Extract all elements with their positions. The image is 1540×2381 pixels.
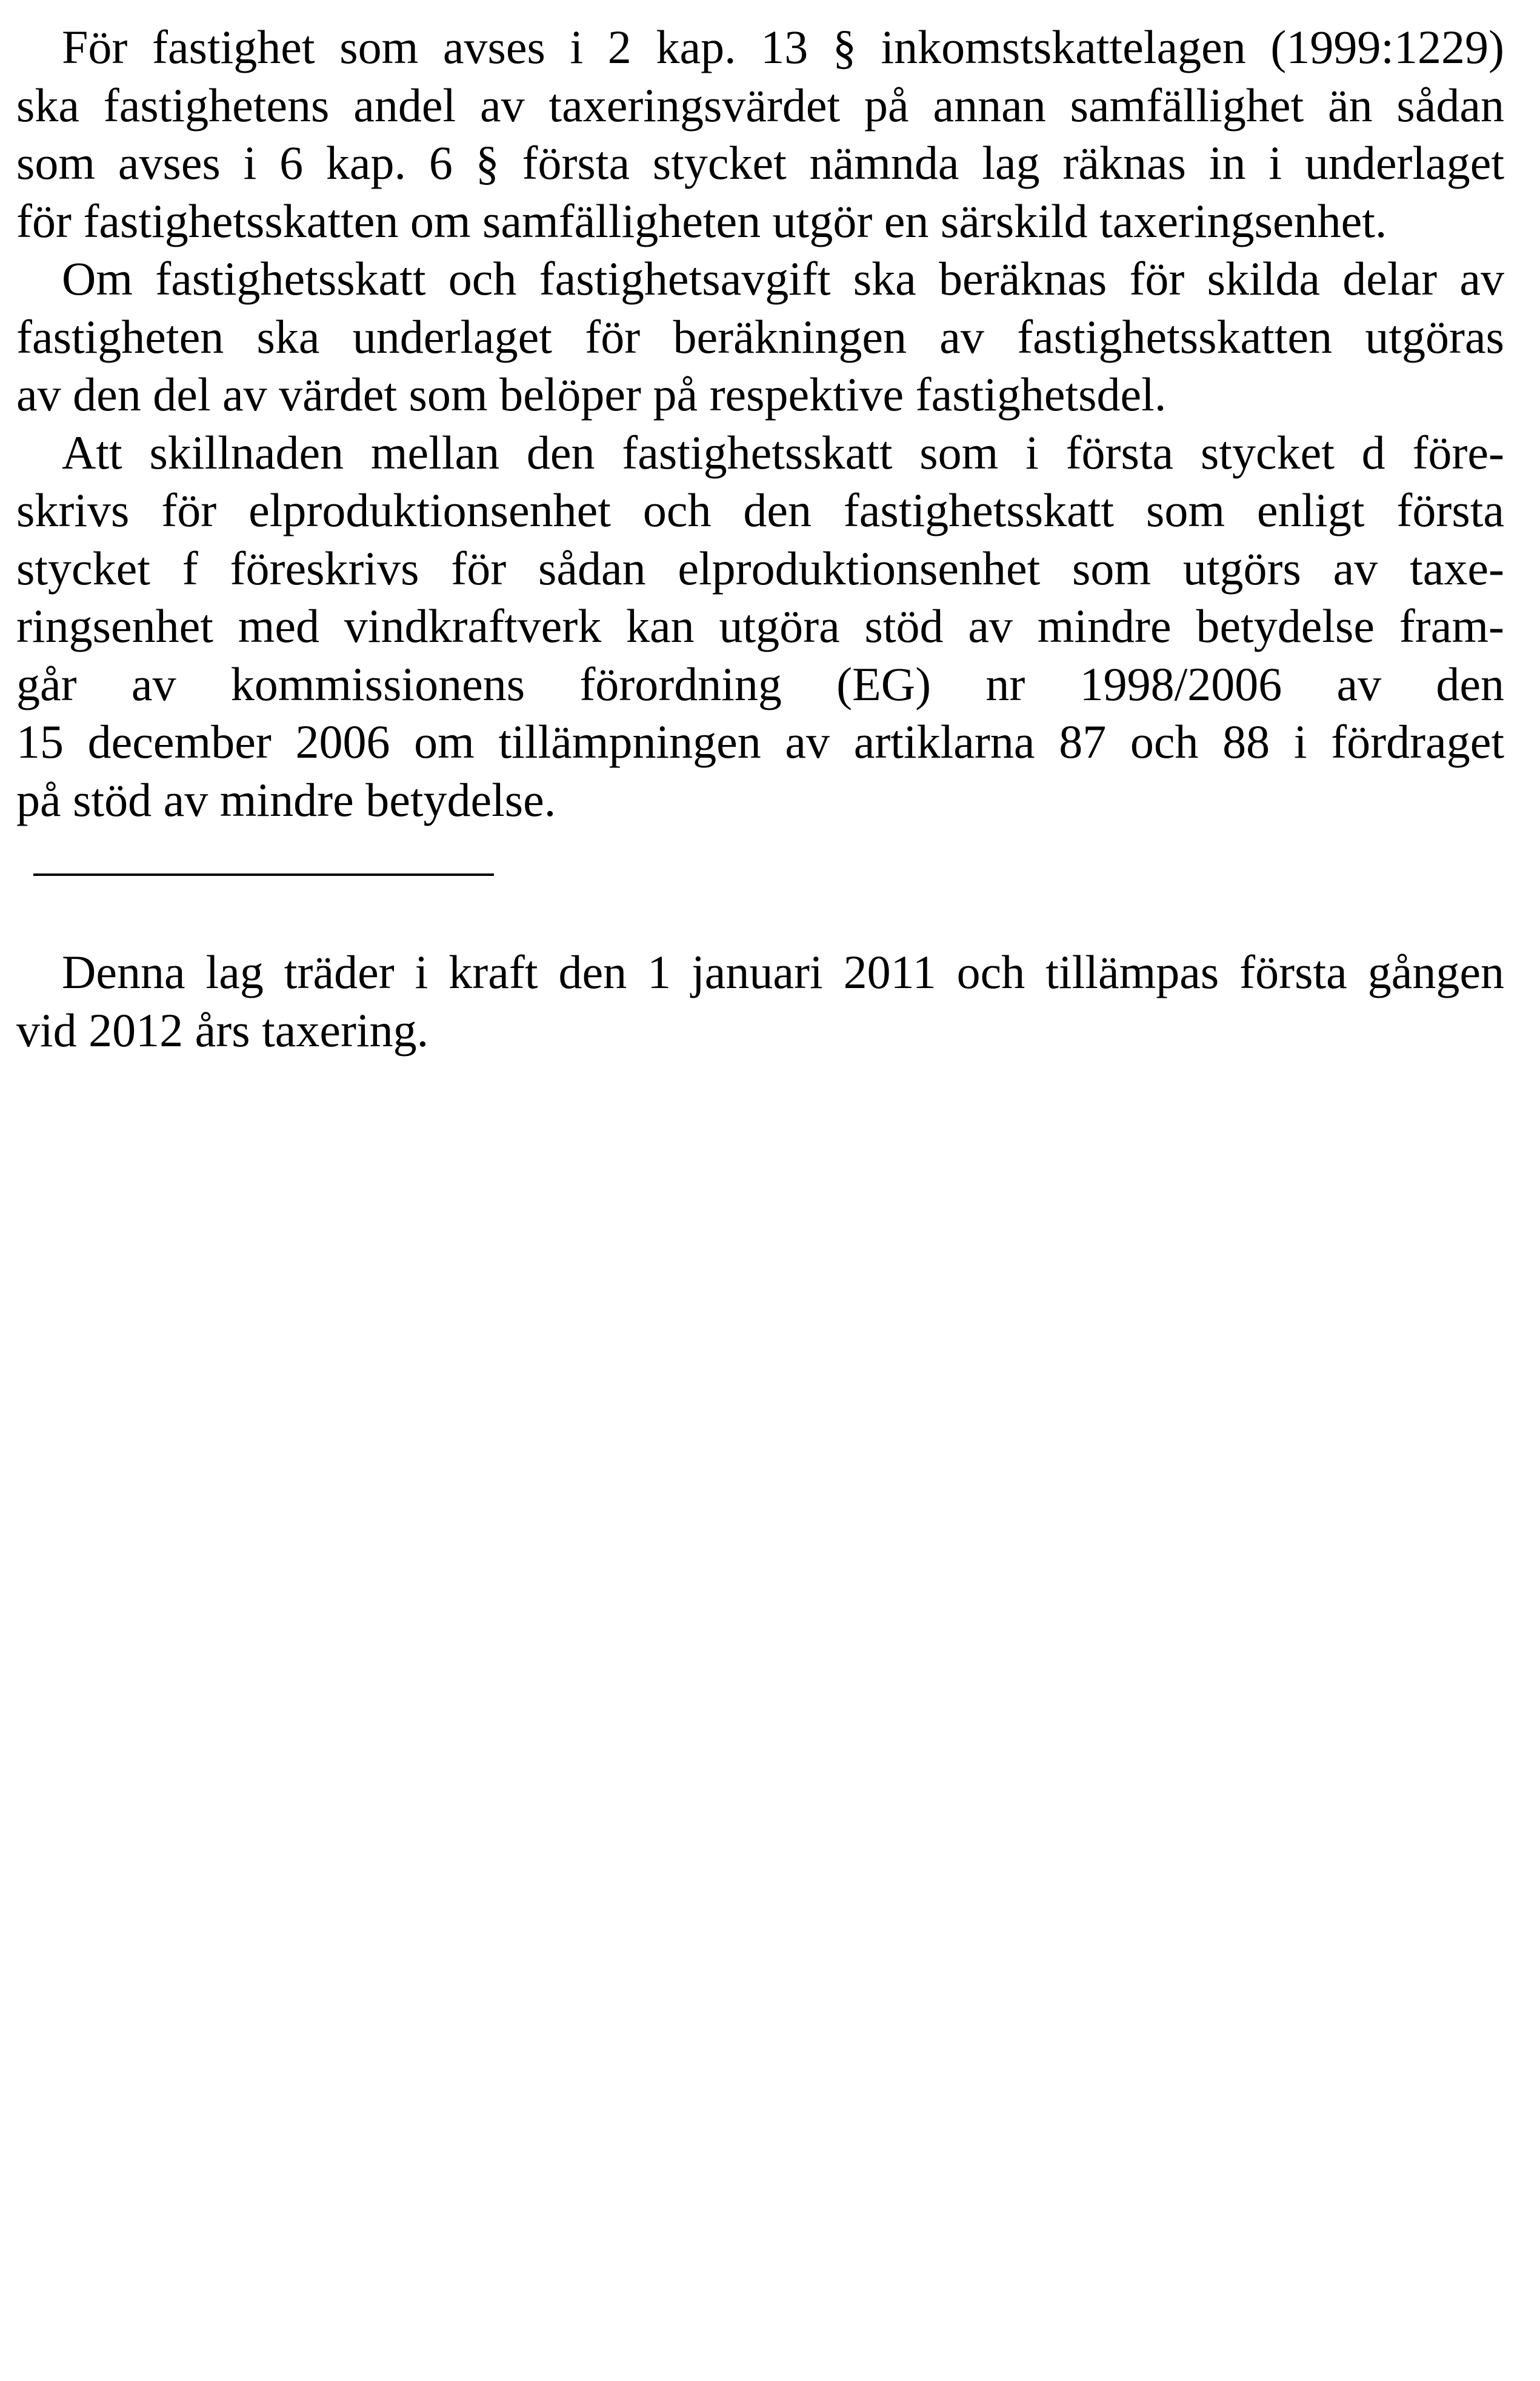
law-text-section [16, 18, 1504, 829]
text-line: Denna lag träder i kraft den 1 januari 2011 och tillämpas första gången [62, 946, 1504, 998]
paragraph-wind-power-aid [16, 424, 1504, 829]
text-line: ska fastighetens andel av taxeringsvärdet på annan samfällighet än sådan [16, 78, 1504, 132]
text-line: skrivs för elproduktionsenhet och den fastighetsskatt som enligt första [16, 484, 1504, 536]
paragraph-property-share [16, 18, 1504, 250]
text-line: ringsenhet med vindkraftverk kan utgöra stöd av mindre betydelse fram- [16, 599, 1504, 652]
text-line: fastigheten ska underlaget för beräkningen av fastighetsskatten utgöras [16, 310, 1504, 363]
text-line: För fastighet som avses i 2 kap. 13 § inkomstskattelagen (1999:1229) [62, 21, 1504, 73]
text-line: Att skillnaden mellan den fastighetsskatt som i första stycket d före- [62, 426, 1504, 479]
text-line: för fastighetsskatten om samfälligheten utgör en särskild taxeringsenhet. [16, 194, 1387, 247]
section-divider [33, 873, 494, 876]
transition-provision [16, 943, 1504, 1059]
text-line: Om fastighetsskatt och fastighetsavgift ska beräknas för skilda delar av [62, 252, 1504, 305]
text-line: stycket f föreskrivs för sådan elproduktionsenhet som utgörs av taxe- [16, 541, 1504, 595]
paragraph-entry-into-force [16, 943, 1504, 1059]
text-line: av den del av värdet som belöper på respektive fastighetsdel. [16, 368, 1167, 421]
paragraph-separate-parts [16, 250, 1504, 424]
text-line: som avses i 6 kap. 6 § första stycket nämnda lag räknas in i underlaget [16, 136, 1504, 189]
text-line: 15 december 2006 om tillämpningen av artiklarna 87 och 88 i fördraget [16, 715, 1504, 768]
text-line: vid 2012 års taxering. [16, 1003, 429, 1057]
text-line: på stöd av mindre betydelse. [16, 773, 556, 826]
text-line: går av kommissionens förordning (EG) nr 1998/2006 av den [16, 657, 1504, 710]
